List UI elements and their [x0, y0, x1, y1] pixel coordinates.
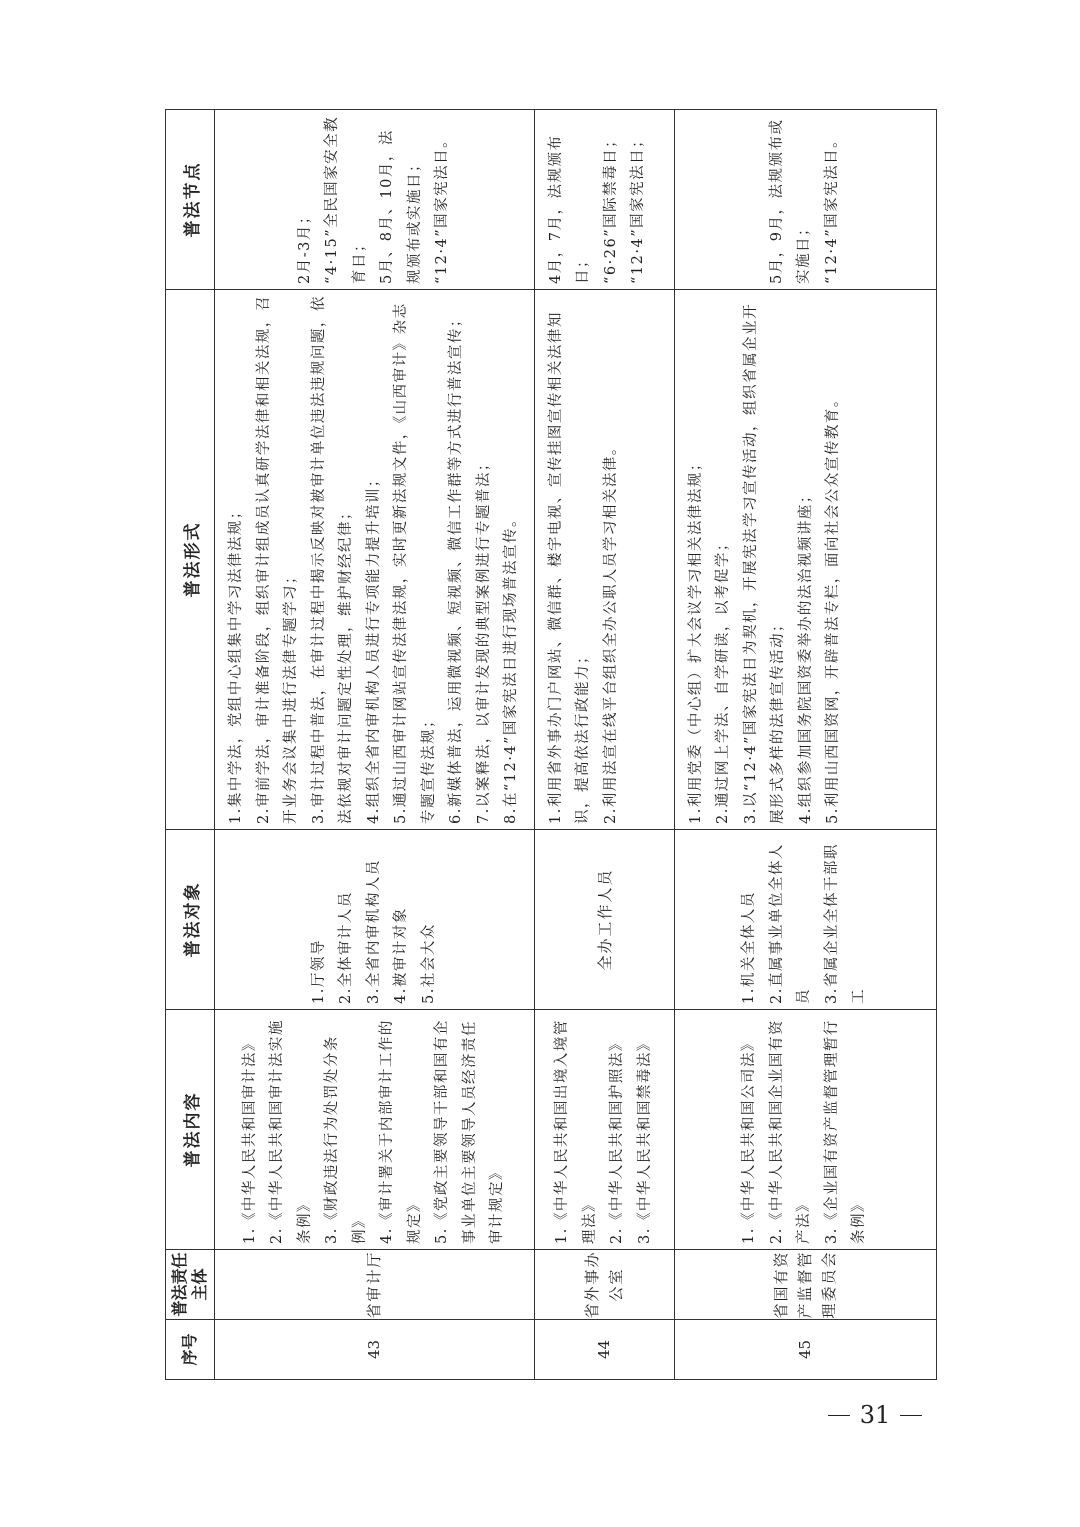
table-row	[215, 110, 535, 1380]
row-festival	[215, 110, 535, 290]
audience-item: 3.省属企业全体干部职工	[823, 843, 868, 1004]
form-item: 5.利用山西国资网，开辟普法专栏，面向社会公众宣传教育。	[825, 391, 841, 824]
audience-item: 5.社会大众	[420, 923, 437, 1004]
form-item: 4.组织参加国务院国资委举办的法治视频讲座；	[797, 487, 814, 824]
form-item: 8.在“12·4”国家宪法日进行现场普法宣传。	[503, 511, 519, 824]
form-item: 5.通过山西审计网站宣传法律法规，实时更新法规文件，《山西审计》杂志专题宣传法规；	[393, 302, 437, 824]
table-header-row	[166, 110, 215, 1380]
header-content: 普法内容	[166, 1010, 215, 1250]
festival-item: “4·15”全民国家安全教育日；	[324, 115, 368, 284]
row-seq: 43	[215, 1320, 535, 1380]
content-item: 2.《中华人民共和国护照法》	[609, 1035, 625, 1244]
header-seq: 序号	[166, 1320, 215, 1380]
form-item: 3.审计过程中普法，在审计过程中揭示反映对被审计单位违法违规问题，依法依规对审计问题定性处理，维护财经纪律；	[310, 295, 354, 824]
header-subject: 普法责任主体	[166, 1250, 215, 1320]
festival-item: “12·4”国家宪法日。	[434, 131, 451, 284]
row-festival	[534, 110, 674, 290]
table-row	[674, 110, 936, 1380]
festival-item: 5月，9月，法规颁布或实施日；	[768, 118, 813, 284]
page-number-dash-right	[900, 1415, 922, 1416]
festival-item: “12·4”国家宪法日。	[823, 131, 840, 284]
form-item: 7.以案释法，以审计发现的典型案例进行专题普法；	[475, 455, 492, 824]
audience-item: 4.被审计对象	[393, 907, 409, 1004]
form-item: 6.新媒体普法，运用微视频、短视频、微信工作群等方式进行普法宣传；	[448, 311, 464, 824]
content-item: 5.《党政主要领导干部和国有企事业单位主要领导人员经济责任审计规定》	[434, 1019, 506, 1244]
row-subject: 省外事办公室	[534, 1250, 674, 1320]
content-item: 1.《中华人民共和国出境入境管理法》	[554, 1019, 598, 1244]
legal-publicity-table	[165, 109, 937, 1380]
row-festival	[674, 110, 936, 290]
audience-item: 全办工作人员	[595, 868, 614, 971]
audience-item: 1.厅领导	[310, 939, 327, 1004]
form-item: 2.通过网上学法、自学研读，以考促学；	[715, 535, 731, 824]
content-item: 1.《中华人民共和国审计法》	[241, 1035, 258, 1244]
festival-item: 4月，7月，法规颁布日；	[547, 134, 591, 284]
content-item: 4.《审计署关于内部审计工作的规定》	[379, 1019, 423, 1244]
content-item: 3.《中华人民共和国禁毒法》	[636, 1035, 653, 1244]
content-item: 3.《财政违法行为处罚处分条例》	[324, 1035, 368, 1244]
row-audience	[534, 830, 674, 1010]
audience-item: 3.全省内审机构人员	[365, 859, 382, 1004]
festival-item: 2月-3月；	[296, 208, 313, 284]
row-form	[674, 290, 936, 830]
form-item: 4.组织全省内审机构人员进行专项能力提升培训；	[365, 471, 382, 824]
form-item: 2.利用法宣在线平台组织全办公职人员学习相关法律。	[602, 439, 619, 824]
festival-item: “12·4”国家宪法日；	[630, 131, 646, 284]
page-number-value: 31	[859, 1401, 891, 1429]
header-audience: 普法对象	[166, 830, 215, 1010]
row-content	[674, 1010, 936, 1250]
form-item: 3.以“12·4”国家宪法日为契机，开展宪法学习宣传活动，组织省属企业开展形式多样的法律宣传活动；	[742, 303, 786, 824]
audience-item: 1.机关全体人员	[741, 891, 758, 1004]
form-item: 1.利用省外事办门户网站、微信群、楼宇电视、宣传挂图宣传相关法律知识，提高依法行政能力；	[547, 311, 591, 824]
content-item: 2.《中华人民共和国审计法实施条例》	[269, 1019, 313, 1244]
festival-item: 5月、8月、10月，法规颁布或实施日；	[379, 129, 423, 284]
content-item: 1.《中华人民共和国公司法》	[741, 1035, 758, 1244]
row-content	[534, 1010, 674, 1250]
audience-item: 2.直属事业单位全体人员	[768, 843, 813, 1004]
row-seq: 44	[534, 1320, 674, 1380]
content-item: 3.《企业国有资产监督管理暂行条例》	[823, 1019, 868, 1244]
page-number-dash-left	[828, 1415, 850, 1416]
rotated-table-container	[165, 110, 915, 1380]
festival-item: “6·26”国际禁毒日；	[602, 131, 619, 284]
row-form	[534, 290, 674, 830]
form-item: 1.集中学法，党组中心组集中学习法律法规；	[228, 503, 244, 824]
form-item: 1.利用党委（中心组）扩大会议学习相关法律法规；	[687, 455, 704, 824]
row-subject: 省审计厅	[215, 1250, 535, 1320]
row-audience	[674, 830, 936, 1010]
row-audience	[215, 830, 535, 1010]
header-form: 普法形式	[166, 290, 215, 830]
audience-item: 2.全体审计人员	[338, 891, 354, 1004]
header-festival: 普法节点	[166, 110, 215, 290]
row-form	[215, 290, 535, 830]
content-item: 2.《中华人民共和国企业国有资产法》	[768, 1019, 813, 1244]
row-content	[215, 1010, 535, 1250]
form-item: 2.审前学法，审计准备阶段，组织审计组成员认真研学法律和相关法规，召开业务会议集中进行法律专题学习；	[255, 295, 299, 824]
row-subject: 省国有资产监督管理委员会	[674, 1250, 936, 1320]
page-number	[820, 1395, 930, 1435]
table-row	[534, 110, 674, 1380]
row-seq: 45	[674, 1320, 936, 1380]
